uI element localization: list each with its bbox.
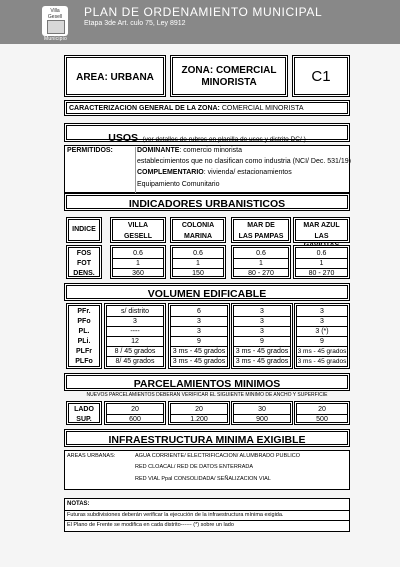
municipal-logo	[42, 6, 68, 36]
volumen-col-colonia-marina	[168, 303, 230, 369]
volumen-col-mar-de-las-pampas	[231, 303, 293, 369]
table-cell: 1	[319, 260, 324, 267]
table-cell: 900	[256, 416, 268, 423]
indice-header	[66, 217, 102, 243]
volumen-col-villa-gesell	[104, 303, 166, 369]
volumen-title: VOLUMEN EDIFICABLE	[147, 288, 267, 300]
volumen-col-mar-azul	[294, 303, 350, 369]
table-cell: 1	[259, 260, 263, 267]
table-cell: 3	[260, 308, 264, 315]
indicadores-title: INDICADORES URBANISTICOS	[128, 198, 286, 210]
area-box	[64, 55, 166, 97]
nci-line: establecimientos que no clasifican como industria (NCI/ Dec. 531/19)	[137, 158, 351, 165]
usos-note: (ver detalles de rubros en planilla de usos y distrito DC/ )	[142, 136, 306, 143]
volumen-labels: PFr. PFo PL. PLi. PLFr PLFo	[66, 303, 102, 369]
parcelamientos-labels: LADO SUP.	[66, 401, 102, 425]
table-cell: 8/ 45 grados	[115, 358, 155, 365]
parcelamientos-note: NUEVOS PARCELAMIENTOS DEBERAN VERIFICAR EL SIGUIENTE MINIMO DE ANCHO Y SUPERFICIE	[86, 392, 328, 398]
notas-title: NOTAS:	[67, 501, 90, 507]
list-item: RED CLOACAL/ RED DE DATOS ENTERRADA	[135, 464, 254, 470]
table-cell: 3 ms - 45 grados	[172, 348, 226, 355]
row-label-fos: FOS	[76, 250, 92, 257]
parcelamientos-col-villa-gesell	[104, 401, 166, 425]
complementario-value: : vivienda/ estacionamientos	[203, 169, 292, 176]
caracterizacion-value: COMERCIAL MINORISTA	[221, 105, 304, 112]
table-cell: 600	[129, 416, 141, 423]
table-cell: 500	[316, 416, 328, 423]
header-title: PLAN DE ORDENAMIENTO MUNICIPAL	[84, 5, 323, 19]
zone-code-box	[292, 55, 350, 97]
indicadores-col-mar-azul	[293, 245, 350, 279]
volumen-header	[64, 283, 350, 301]
table-cell: 8 / 45 grados	[114, 348, 156, 355]
parcelamientos-col-mar-de-las-pampas	[231, 401, 293, 425]
col-header-villa-gesell: VILLA GESELL	[110, 217, 166, 243]
table-cell: 9	[197, 338, 201, 345]
parcelamientos-header	[64, 373, 350, 391]
table-cell: s/ distrito	[120, 308, 149, 315]
infraestructura-header	[64, 429, 350, 447]
row-label-dens: DENS.	[73, 270, 95, 277]
indice-label: INDICE	[72, 226, 96, 233]
areas-urbanas-label: AREAS URBANAS:	[67, 453, 116, 459]
parcelamientos-col-mar-azul	[294, 401, 350, 425]
list-item: RED VIAL Ppal CONSOLIDADA/ SEÑALIZACION VIAL	[135, 476, 271, 482]
table-cell: 20	[131, 406, 139, 413]
table-cell: 1	[136, 260, 140, 267]
zona-box	[170, 55, 288, 97]
table-cell: 9	[320, 338, 324, 345]
table-cell: 0.6	[256, 250, 266, 257]
table-cell: 20	[318, 406, 326, 413]
logo-emblem	[47, 20, 65, 34]
table-cell: 9	[260, 338, 264, 345]
dominante-value: : comercio minorista	[179, 147, 243, 154]
col-header-colonia-marina: COLONIA MARINA	[170, 217, 226, 243]
table-cell: 3 (*)	[315, 328, 329, 335]
col-header-mar-azul: MAR AZUL LAS	[293, 217, 350, 243]
caracterizacion-label: CARACTERIZACION GENERAL DE LA ZONA:	[69, 105, 220, 112]
table-cell: 3 ms - 45 grados	[297, 348, 347, 355]
table-cell: 150	[192, 270, 204, 277]
table-cell: 80 - 270	[308, 270, 335, 277]
indicadores-labels	[66, 245, 102, 279]
parcelamientos-title: PARCELAMIENTOS MINIMOS	[133, 378, 281, 390]
table-cell: 0.6	[316, 250, 327, 257]
table-cell: 3	[320, 318, 324, 325]
notas-line-1: Futuras subdivisiones deberán verificar la ejecución de la infraestructura mínima exigida.	[67, 512, 284, 518]
logo-text: Villa Gesell	[47, 8, 63, 20]
complementario-label: COMPLEMENTARIO	[137, 169, 204, 176]
zona-label: ZONA: COMERCIAL MINORISTA	[181, 65, 277, 88]
permitidos-label: PERMITIDOS:	[67, 147, 113, 154]
table-cell: 3	[197, 328, 201, 335]
usos-header	[64, 123, 350, 142]
row-label-fot: FOT	[77, 260, 91, 267]
table-cell: 30	[258, 406, 266, 413]
table-cell: 1.200	[190, 416, 208, 423]
infraestructura-body	[64, 450, 350, 490]
table-cell: 0.6	[193, 250, 203, 257]
table-cell: 3 ms - 45 grados	[235, 358, 289, 365]
municipio-label: Municipio	[44, 36, 67, 42]
table-cell: 3	[260, 318, 264, 325]
indicadores-col-colonia-marina	[170, 245, 226, 279]
table-cell: 3	[133, 318, 137, 325]
table-cell: 360	[132, 270, 144, 277]
table-cell: 3	[260, 328, 264, 335]
notas-line-2: El Plano de Frente se modifica en cada distrito------ (*) sobre un lado	[67, 522, 234, 528]
header-subtitle: Etapa 3de Art. culo 75, Ley 8912	[84, 20, 186, 27]
indicadores-header	[64, 193, 350, 211]
zone-code: C1	[311, 68, 331, 85]
table-cell: 3	[320, 308, 324, 315]
table-cell: 12	[131, 338, 139, 345]
table-cell: 3 ms - 45 grados	[172, 358, 226, 365]
col-header-mar-de-las-pampas: MAR DE LAS PAMPAS	[231, 217, 291, 243]
equipamiento-line: Equipamiento Comunitario	[137, 181, 220, 188]
table-cell: 3	[197, 318, 201, 325]
indicadores-col-mar-de-las-pampas	[231, 245, 291, 279]
usos-body	[64, 145, 350, 193]
dominante-label: DOMINANTE	[137, 147, 180, 154]
area-label: AREA: URBANA	[76, 72, 154, 83]
infraestructura-title: INFRAESTRUCTURA MINIMA EXIGIBLE	[108, 434, 306, 446]
table-cell: 6	[197, 308, 201, 315]
table-cell: ----	[130, 328, 140, 335]
table-cell: 3 ms - 45 grados	[235, 348, 289, 355]
usos-title: USOS	[108, 132, 138, 144]
indicadores-col-villa-gesell	[110, 245, 166, 279]
table-cell: 3 ms - 45 grados	[297, 358, 347, 365]
table-cell: 1	[196, 260, 200, 267]
table-cell: 20	[195, 406, 203, 413]
table-cell: 0.6	[133, 250, 143, 257]
parcelamientos-col-colonia-marina	[168, 401, 230, 425]
caracterizacion-row	[64, 100, 350, 116]
list-item: AGUA CORRIENTE/ ELECTRIFICACION/ ALUMBRADO PUBLICO	[135, 453, 301, 459]
notas-box	[64, 498, 350, 532]
table-cell: 80 - 270	[248, 270, 274, 277]
